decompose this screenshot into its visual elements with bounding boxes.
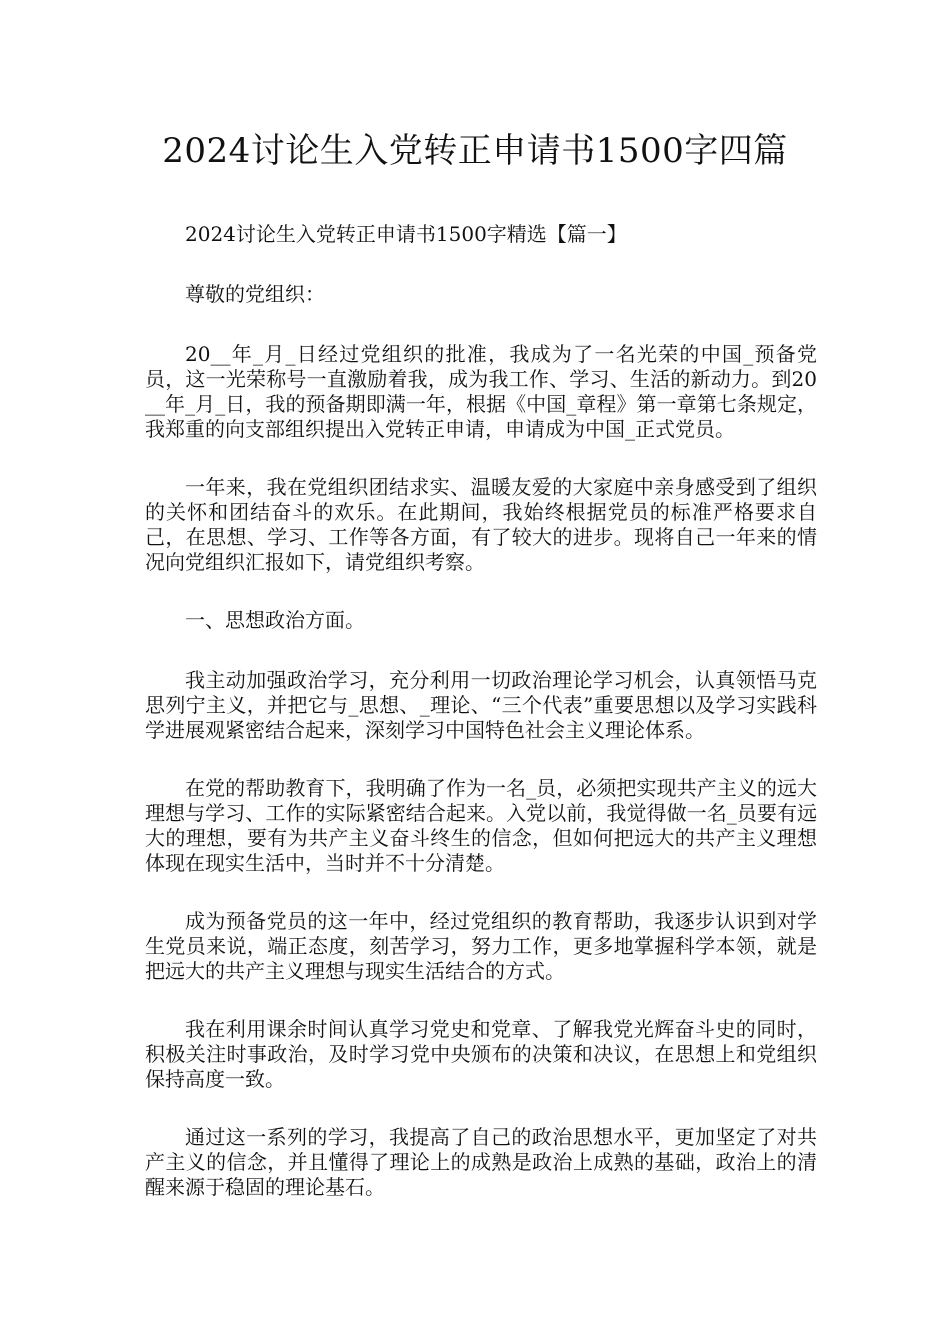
body-paragraph: 在党的帮助教育下，我明确了作为一名_员，必须把实现共产主义的远大理想与学习、工作的实际紧密结合起来。入党以前，我觉得做一名_员要有远大的理想，要有为共产主义奋斗终生的信念，但如何把远大的共产主义理想体现在现实生活中，当时并不十分清楚。 bbox=[145, 776, 817, 875]
body-paragraph: 我在利用课余时间认真学习党史和党章、了解我党光辉奋斗史的同时，积极关注时事政治，及时学习党中央颁布的决策和决议，在思想上和党组织保持高度一致。 bbox=[145, 1017, 817, 1091]
body-paragraph: 通过这一系列的学习，我提高了自己的政治思想水平，更加坚定了对共产主义的信念，并且懂得了理论上的成熟是政治上成熟的基础，政治上的清醒来源于稳固的理论基石。 bbox=[145, 1125, 817, 1199]
body-paragraph: 我主动加强政治学习，充分利用一切政治理论学习机会，认真领悟马克思列宁主义，并把它与_思想、_理论、“三个代表”重要思想以及学习实践科学进展观紧密结合起来，深刻学习中国特色社会主义理论体系。 bbox=[145, 668, 817, 742]
body-paragraph: 20__年_月_日经过党组织的批准，我成为了一名光荣的中国_预备党员，这一光荣称号一直激励着我，成为我工作、学习、生活的新动力。到20__年_月_日，我的预备期即满一年，根据《中国_章程》第一章第七条规定，我郑重的向支部组织提出入党转正申请，申请成为中国_正式党员。 bbox=[145, 342, 817, 441]
body-paragraph: 成为预备党员的这一年中，经过党组织的教育帮助，我逐步认识到对学生党员来说，端正态度，刻苦学习，努力工作，更多地掌握科学本领，就是把远大的共产主义理想与现实生活结合的方式。 bbox=[145, 909, 817, 983]
body-paragraph: 一年来，我在党组织团结求实、温暖友爱的大家庭中亲身感受到了组织的关怀和团结奋斗的欢乐。在此期间，我始终根据党员的标准严格要求自己，在思想、学习、工作等各方面，有了较大的进步。现将自己一年来的情况向党组织汇报如下，请党组织考察。 bbox=[145, 475, 817, 574]
subsection-heading: 一、思想政治方面。 bbox=[185, 608, 365, 632]
document-body bbox=[145, 222, 817, 1233]
document-title: 2024讨论生入党转正申请书1500字四篇 bbox=[162, 131, 788, 171]
section-heading-part-one: 2024讨论生入党转正申请书1500字精选【篇一】 bbox=[185, 222, 627, 246]
salutation: 尊敬的党组织： bbox=[185, 282, 325, 306]
